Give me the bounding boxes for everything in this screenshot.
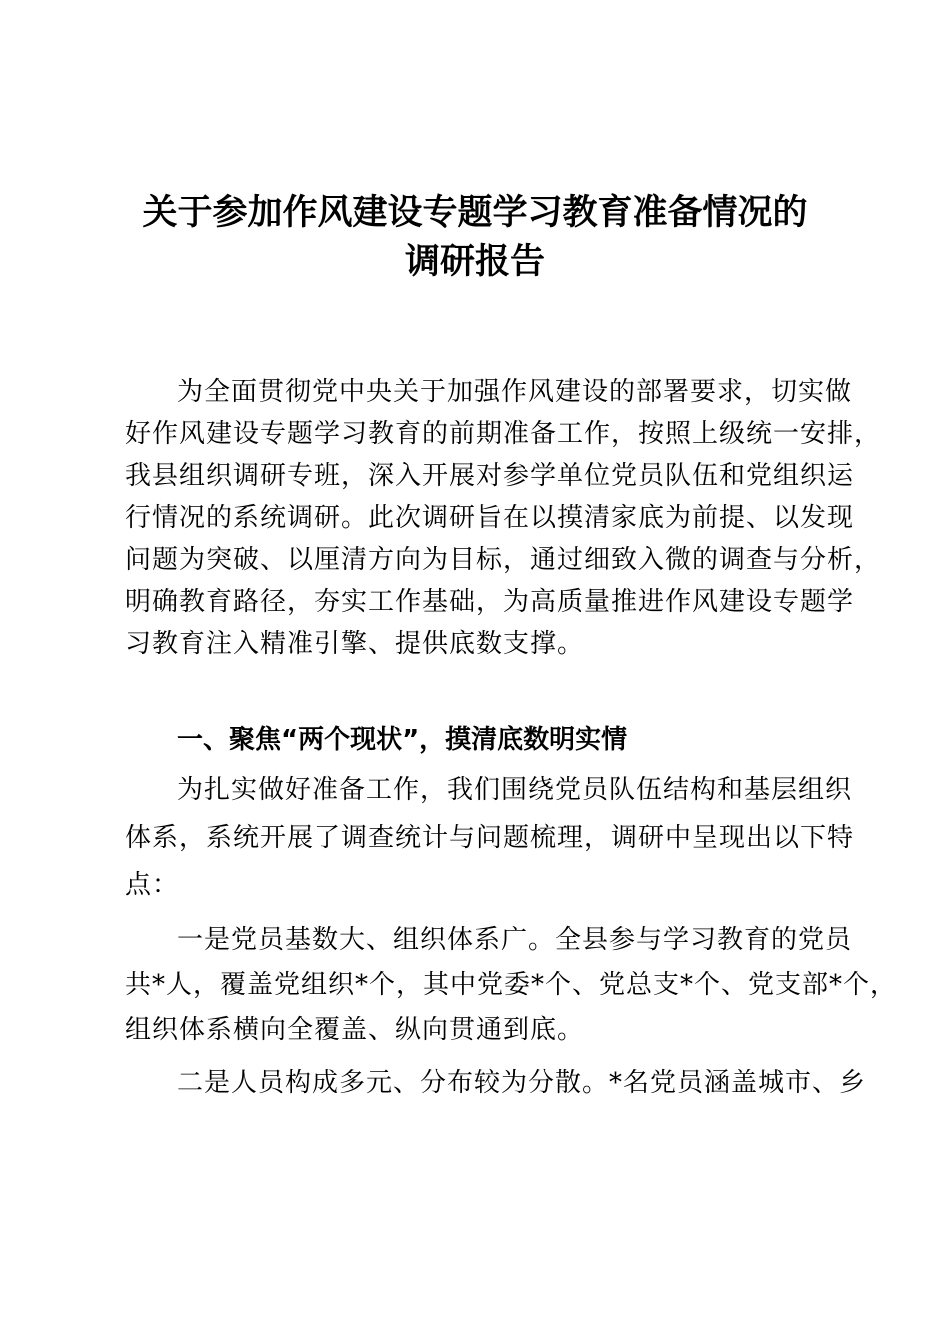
paragraph-line: 问题为突破、以厘清方向为目标，通过细致入微的调查与分析， [125, 545, 882, 575]
document-title-line-2: 调研报告 [404, 242, 545, 282]
paragraph-line: 二是人员构成多元、分布较为分散。*名党员涵盖城市、乡 [177, 1068, 867, 1098]
section-heading: 一、聚焦“两个现状”，摸清底数明实情 [177, 725, 628, 755]
paragraph-line: 一是党员基数大、组织体系广。全县参与学习教育的党员 [177, 925, 853, 955]
paragraph-line: 体系，系统开展了调查统计与问题梳理，调研中呈现出以下特 [125, 823, 855, 853]
paragraph-line: 习教育注入精准引擎、提供底数支撑。 [125, 629, 585, 659]
document-title-line-1: 关于参加作风建设专题学习教育准备情况的 [142, 193, 808, 233]
paragraph-line: 共*人，覆盖党组织*个，其中党委*个、党总支*个、党支部*个， [125, 970, 898, 1000]
paragraph-line: 明确教育路径，夯实工作基础，为高质量推进作风建设专题学 [125, 587, 855, 617]
paragraph-line: 我县组织调研专班，深入开展对参学单位党员队伍和党组织运 [125, 461, 855, 491]
paragraph-line: 组织体系横向全覆盖、纵向贯通到底。 [125, 1015, 585, 1045]
paragraph-line: 行情况的系统调研。此次调研旨在以摸清家底为前提、以发现 [125, 503, 855, 533]
paragraph-line: 为扎实做好准备工作，我们围绕党员队伍结构和基层组织 [177, 775, 853, 805]
paragraph-line: 点： [125, 870, 180, 900]
paragraph-line: 为全面贯彻党中央关于加强作风建设的部署要求，切实做 [177, 377, 853, 407]
paragraph-line: 好作风建设专题学习教育的前期准备工作，按照上级统一安排， [125, 419, 882, 449]
